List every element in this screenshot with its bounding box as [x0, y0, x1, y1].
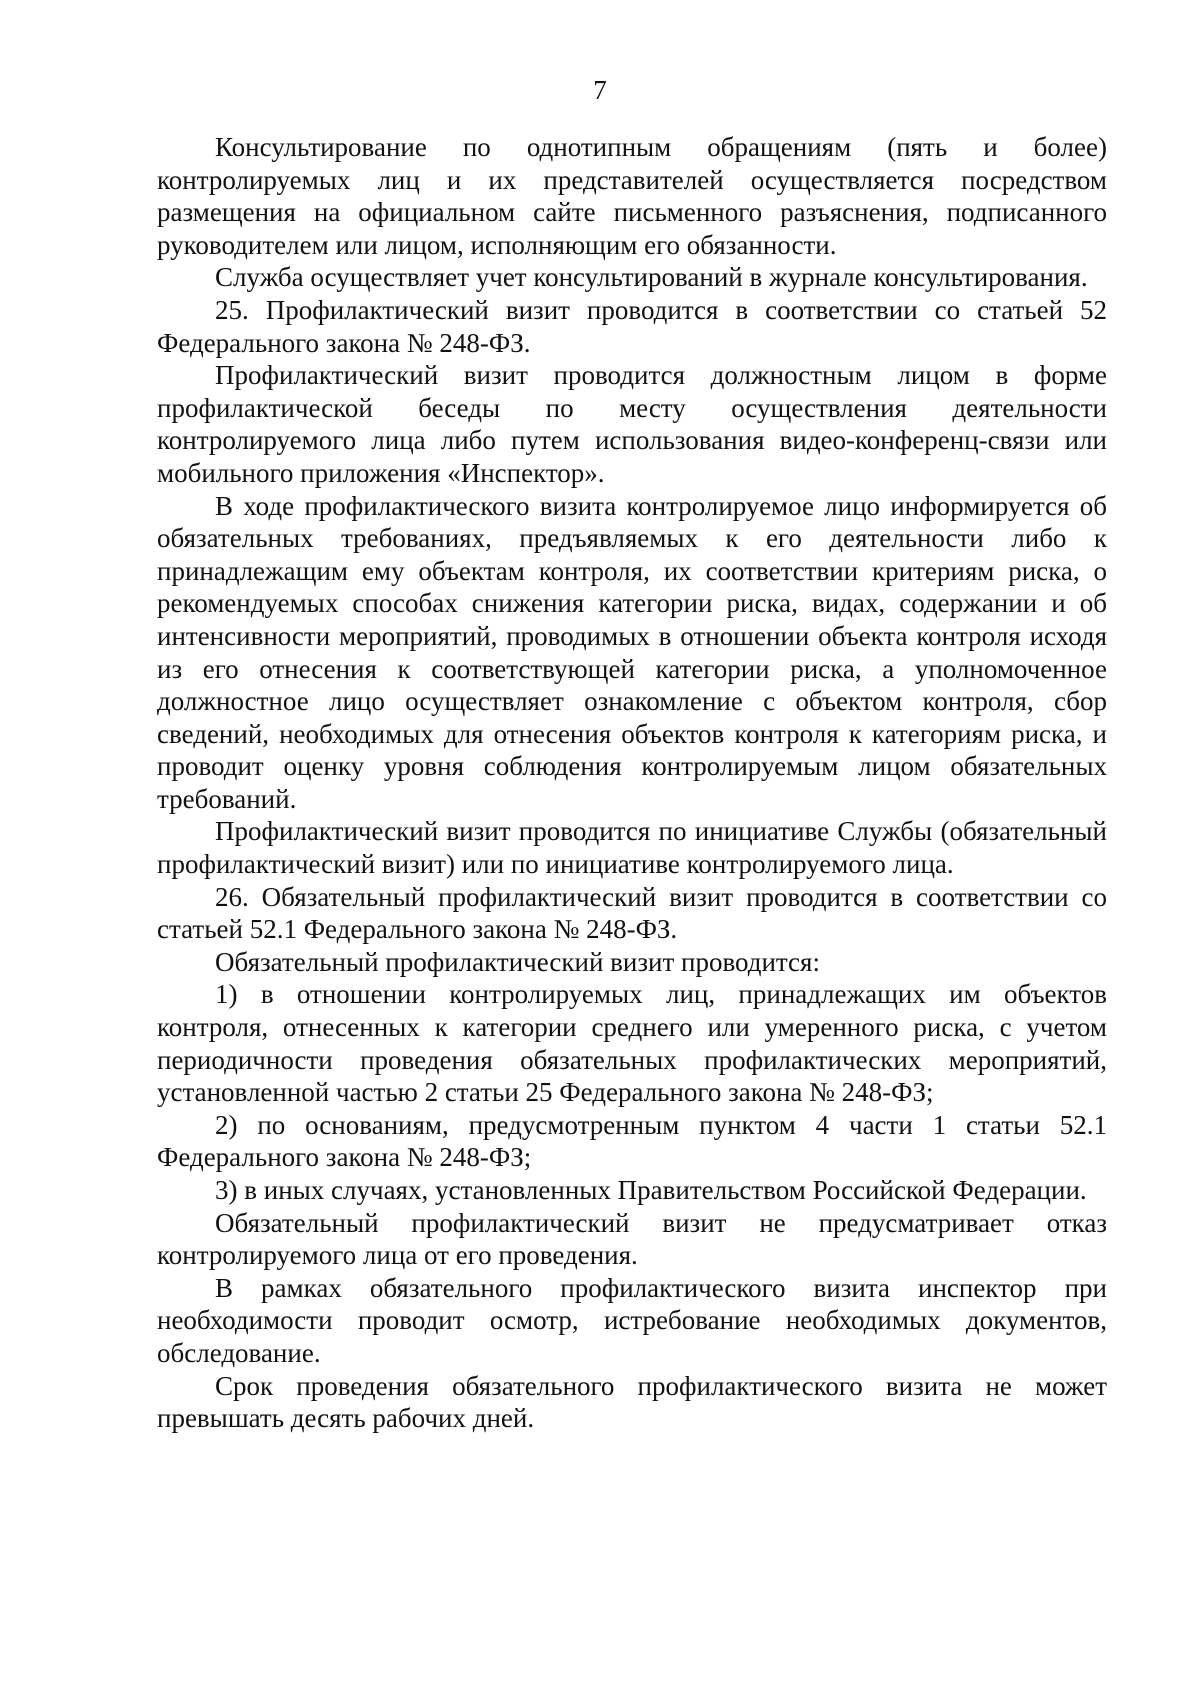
paragraph-visit-form: Профилактический визит проводится должностным лицом в форме профилактической беседы по месту осуществления деятельности контролируемого лица либо путем использования видео-конференц-связи или мобильного приложения «Инспектор». — [157, 360, 1107, 488]
paragraph-mandatory-visit-intro: Обязательный профилактический визит проводится: — [215, 946, 820, 977]
paragraph-visit-duration: Срок проведения обязательного профилактического визита не может превышать десять рабочих дней. — [157, 1370, 1107, 1434]
paragraph-no-refusal: Обязательный профилактический визит не предусматривает отказ контролируемого лица от его проведения. — [157, 1207, 1107, 1271]
paragraph-consulting-journal: Служба осуществляет учет консультирований в журнале консультирования. — [215, 262, 1088, 293]
paragraph-item-25: 25. Профилактический визит проводится в соответствии со статьей 52 Федерального закона № 248-ФЗ. — [157, 294, 1107, 358]
page-number: 7 — [593, 75, 607, 105]
list-item-3: 3) в иных случаях, установленных Правительством Российской Федерации. — [215, 1175, 1087, 1205]
list-item-2: 2) по основаниям, предусмотренным пунктом 4 части 1 статьи 52.1 Федерального закона № 248-ФЗ; — [157, 1109, 1107, 1173]
paragraph-visit-content: В ходе профилактического визита контролируемое лицо информируется об обязательных требованиях, предъявляемых к его деятельности либо к принадлежащим ему объектам контроля, их соответствии критериям риска, о рекомендуемых способах снижения категории риска, видах, содержании и об интенсивности мероприятий, проводимых в отношении объекта контроля исходя из его отнесения к соответствующей категории риска, а уполномоченное должностное лицо осуществляет ознакомление с объектом контроля, сбор сведений, необходимых для отнесения объектов контроля к категориям риска, и проводит оценку уровня соблюдения контролируемым лицом обязательных требований. — [157, 490, 1107, 814]
list-item-1: 1) в отношении контролируемых лиц, принадлежащих им объектов контроля, отнесенных к категории среднего или умеренного риска, с учетом периодичности проведения обязательных профилактических мероприятий, установленной частью 2 статьи 25 Федерального закона № 248-ФЗ; — [157, 979, 1107, 1108]
paragraph-item-26: 26. Обязательный профилактический визит проводится в соответствии со статьей 52.1 Федерального закона № 248-ФЗ. — [157, 881, 1107, 945]
paragraph-inspector-actions: В рамках обязательного профилактического визита инспектор при необходимости проводит осмотр, истребование необходимых документов, обследование. — [157, 1272, 1107, 1368]
document-body — [157, 131, 1107, 1435]
paragraph-visit-initiative: Профилактический визит проводится по инициативе Службы (обязательный профилактический визит) или по инициативе контролируемого лица. — [157, 816, 1107, 880]
paragraph-consulting-written: Консультирование по однотипным обращениям (пять и более) контролируемых лиц и их представителей осуществляется посредством размещения на официальном сайте письменного разъяснения, подписанного руководителем или лицом, исполняющим его обязанности. — [157, 132, 1107, 260]
